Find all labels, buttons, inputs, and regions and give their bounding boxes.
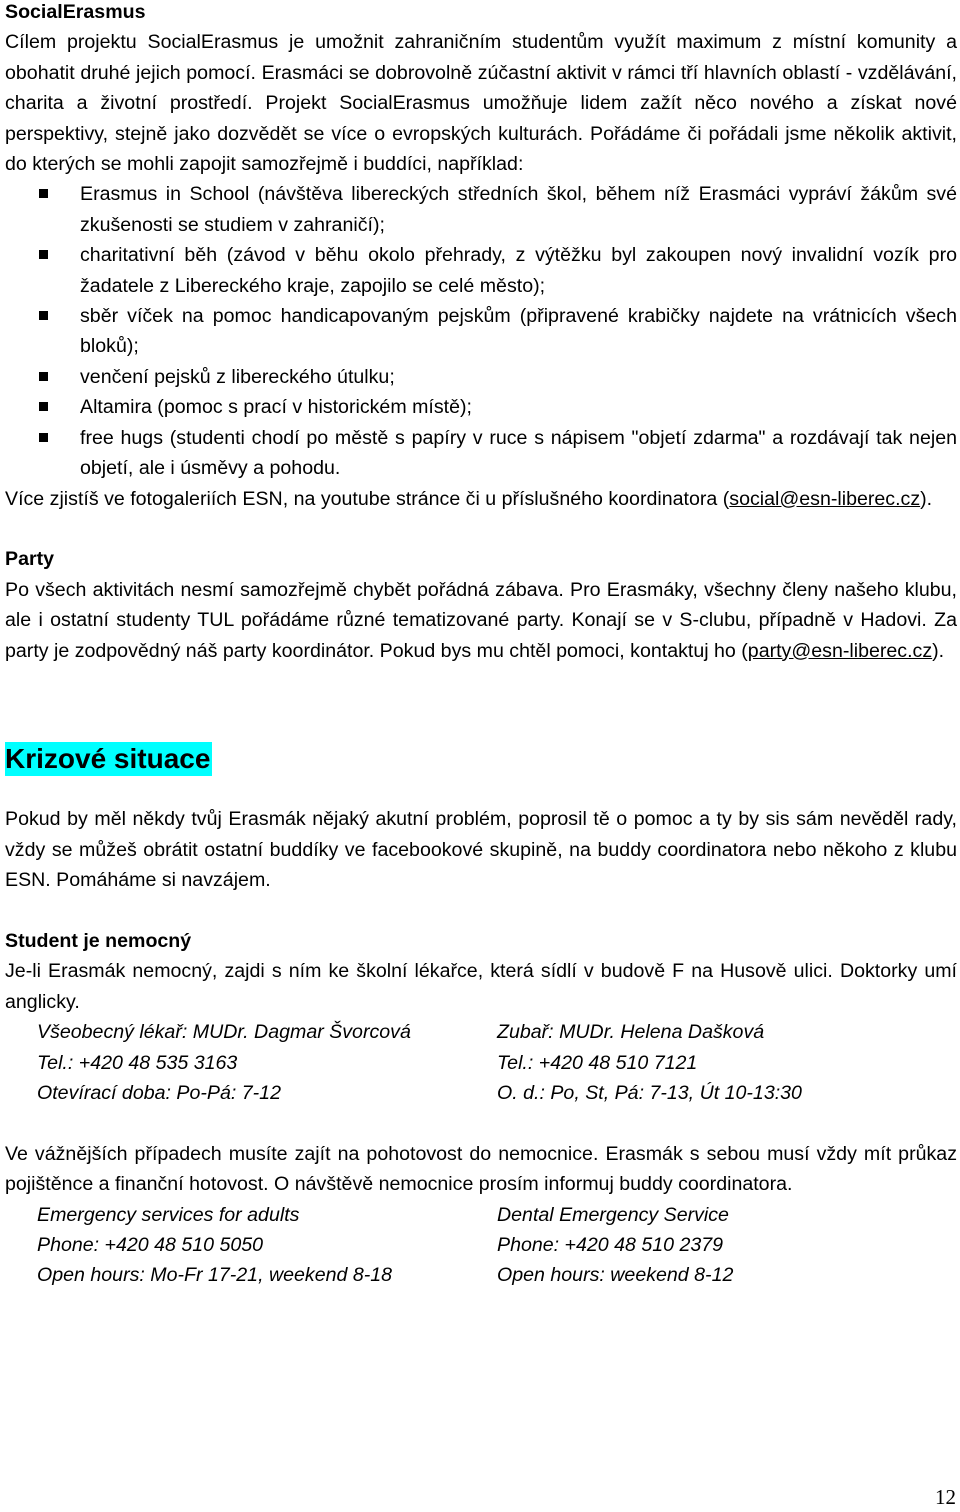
list-item: Altamira (pomoc s prací v historickém místě);: [5, 392, 957, 422]
party-heading: Party: [5, 548, 55, 571]
page-number: 12: [935, 1485, 956, 1509]
dentist-contact: Zubař: MUDr. Helena Dašková Tel.: +420 48 510 7121 O. d.: Po, St, Pá: 7-13, Út 10-13:30: [497, 1021, 802, 1104]
document-page: [5, 0, 957, 1291]
party-email-link[interactable]: party@esn-liberec.cz: [747, 639, 933, 662]
bullet-square-icon: [39, 189, 48, 198]
list-item: free hugs (studenti chodí po městě s papíry v ruce s nápisem "objetí zdarma" a rozdávají tak nejen objetí, ale i úsměvy a pohodu.: [5, 423, 957, 484]
socialerasmus-more-info: Více zjistíš ve fotogaleriích ESN, na youtube stránce či u příslušného koordinatora (social@esn-liberec.cz).: [5, 487, 933, 510]
bullet-square-icon: [39, 372, 48, 381]
crisis-heading: Krizové situace: [5, 742, 211, 774]
bullet-square-icon: [39, 402, 48, 411]
socialerasmus-intro: Cílem projektu SocialErasmus je umožnit zahraničním studentům využít maximum z místní komunity a obohatit druhé jejich pomocí. Erasmáci se dobrovolně zúčastní aktivit v rámci tří hlavních oblastí - vzdělávání, charita a životní prostředí. Projekt SocialErasmus umožňuje lidem zažít něco nového a získat nové perspektivy, stejně jako dozvědět se více o evropských kulturách. Pořádáme či pořádali jsme několik aktivit, do kterých se mohli zapojit samozřejmě i buddíci, například:: [5, 31, 957, 176]
list-item: venčení pejsků z libereckého útulku;: [5, 362, 957, 392]
sick-text: Je-li Erasmák nemocný, zajdi s ním ke školní lékařce, která sídlí v budově F na Husově ulici. Doktorky umí anglicky.: [5, 960, 957, 1013]
party-text: Po všech aktivitách nesmí samozřejmě chybět pořádná zábava. Pro Erasmáky, všechny členy našeho klubu, ale i ostatní studenty TUL pořádáme různé tematizované party. Konají se v S-clubu, případně v Hadovi. Za party je zodpovědný náš party koordinátor. Pokud bys mu chtěl pomoci, kontaktuj ho (party@esn-liberec.cz).: [5, 578, 957, 662]
doctor-contacts: [5, 1017, 957, 1108]
crisis-intro: Pokud by měl někdy tvůj Erasmák nějaký akutní problém, poprosil tě o pomoc a ty by sis sám nevěděl rady, vždy se můžeš obrátit ostatní buddíky ve facebookové skupině, na buddy coordinatora nebo někoho z klubu ESN. Pomáháme si navzájem.: [5, 808, 957, 892]
sick-heading: Student je nemocný: [5, 929, 192, 952]
emergency-contacts: [5, 1200, 957, 1291]
social-email-link[interactable]: social@esn-liberec.cz: [729, 487, 921, 510]
list-item: sběr víček na pomoc handicapovaným pejskům (připravené krabičky najdete na vrátnicích všech bloků);: [5, 301, 957, 362]
bullet-square-icon: [39, 250, 48, 259]
list-item: charitativní běh (závod v běhu okolo přehrady, z výtěžku byl zakoupen nový invalidní vozík pro žadatele z Libereckého kraje, zapojilo se celé město);: [5, 240, 957, 301]
list-item: Erasmus in School (návštěva libereckých středních škol, během níž Erasmáci vypráví žákům své zkušenosti se studiem v zahraničí);: [5, 179, 957, 240]
general-doctor-contact: Všeobecný lékař: MUDr. Dagmar Švorcová Tel.: +420 48 535 3163 Otevírací doba: Po-Pá: 7-12: [37, 1021, 411, 1104]
bullet-square-icon: [39, 433, 48, 442]
bullet-square-icon: [39, 311, 48, 320]
adult-emergency-contact: Emergency services for adults Phone: +420 48 510 5050 Open hours: Mo-Fr 17-21, weekend 8-18: [37, 1203, 393, 1287]
activities-list: [5, 179, 957, 483]
socialerasmus-heading: SocialErasmus: [5, 1, 146, 23]
serious-cases-text: Ve vážnějších případech musíte zajít na pohotovost do nemocnice. Erasmák s sebou musí vždy mít průkaz pojištěnce a finanční hotovost. O návštěvě nemocnice prosím informuj buddy coordinatora.: [5, 1142, 957, 1196]
dental-emergency-contact: Dental Emergency Service Phone: +420 48 510 2379 Open hours: weekend 8-12: [497, 1203, 734, 1287]
